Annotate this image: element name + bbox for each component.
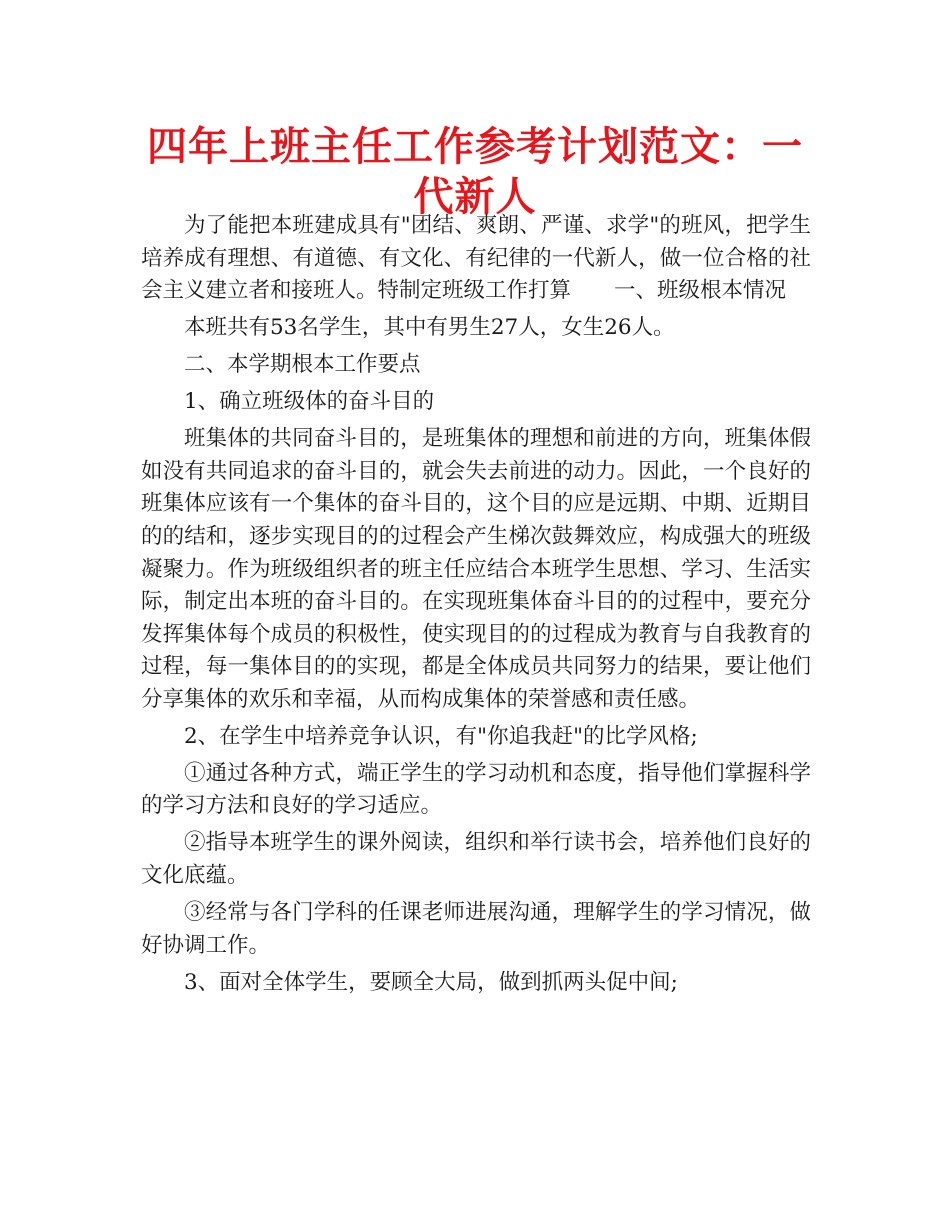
paragraph-goal: 班集体的共同奋斗目的，是班集体的理想和前进的方向，班集体假如没有共同追求的奋斗目的，就会失去前进的动力。因此，一个良好的班集体应该有一个集体的奋斗目的，这个目的应是远期、中期、近期目的的结和，逐步实现目的的过程会产生梯次鼓舞效应，构成强大的班级凝聚力。作为班级组织者的班主任应结合本班学生思想、学习、生活实际，制定出本班的奋斗目的。在实现班集体奋斗目的的过程中，要充分发挥集体每个成员的积极性，使实现目的的过程成为教育与自我教育的过程，每一集体目的的实现，都是全体成员共同努力的结果，要让他们分享集体的欢乐和幸福，从而构成集体的荣誉感和责任感。 xyxy=(141,426,811,712)
paragraph-class-size: 本班共有53名学生，其中有男生27人，女生26人。 xyxy=(184,315,675,341)
subheading-competition: 2、在学生中培养竞争认识，有"你追我赶"的比学风格; xyxy=(184,723,698,749)
list-item-motivation: ①通过各种方式，端正学生的学习动机和态度，指导他们掌握科学的学习方法和良好的学习适应。 xyxy=(141,760,811,819)
document-title: 四年上班主任工作参考计划范文：一代新人 xyxy=(147,124,803,220)
subheading-goal: 1、确立班级体的奋斗目的 xyxy=(184,389,435,415)
paragraph-intro: 为了能把本班建成具有"团结、爽朗、严谨、求学"的班风，把学生培养成有理想、有道德、有文化、有纪律的一代新人，做一位合格的社会主义建立者和接班人。特制定班级工作打算 一、班级根本情况 xyxy=(141,213,811,304)
list-item-reading: ②指导本班学生的课外阅读，组织和举行读书会，培养他们良好的文化底蕴。 xyxy=(141,830,811,889)
document-body xyxy=(141,210,811,1004)
list-item-communication: ③经常与各门学科的任课老师进展沟通，理解学生的学习情况，做好协调工作。 xyxy=(141,900,811,958)
section-heading-work-points: 二、本学期根本工作要点 xyxy=(184,352,421,378)
subheading-all-students: 3、面对全体学生，要顾全大局，做到抓两头促中间; xyxy=(184,969,678,995)
